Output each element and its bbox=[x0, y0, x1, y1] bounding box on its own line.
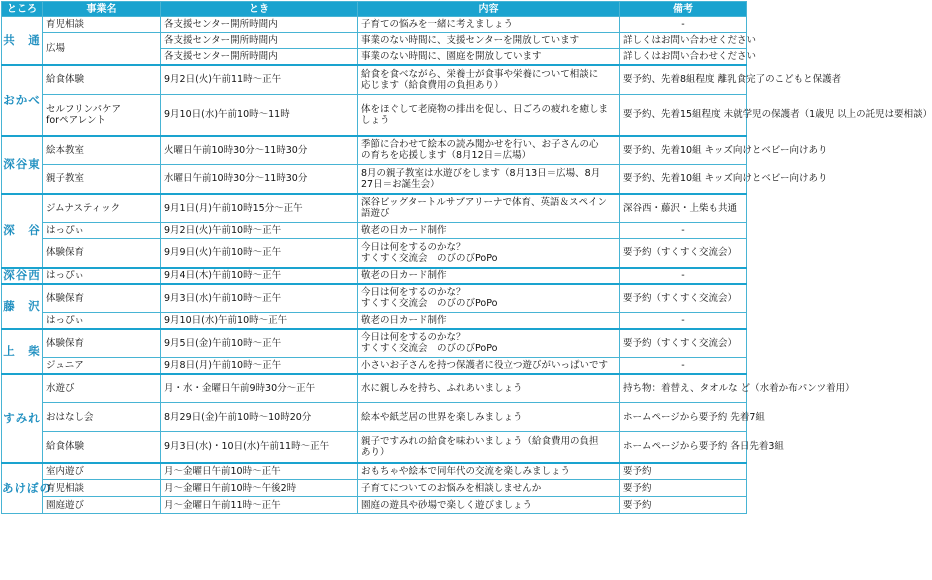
content-cell: 今日は何をするのかな？ すくすく交流会 のびのびPoPo bbox=[358, 329, 620, 358]
notes-cell: - bbox=[620, 358, 747, 374]
event-cell: 室内遊び bbox=[43, 463, 161, 480]
table-row bbox=[2, 223, 747, 239]
time-cell: 9月9日(火)午前10時～正午 bbox=[161, 239, 358, 268]
table-row bbox=[2, 268, 747, 284]
content-cell: 園庭の遊具や砂場で楽しく遊びましょう bbox=[358, 497, 620, 514]
table-row bbox=[2, 403, 747, 432]
notes-cell: ホームページから要予約 先着7組 bbox=[620, 403, 747, 432]
content-cell: 子育ての悩みを一緒に考えましょう bbox=[358, 17, 620, 33]
event-cell: 育児相談 bbox=[43, 480, 161, 497]
time-cell: 月・水・金曜日午前9時30分～正午 bbox=[161, 374, 358, 403]
notes-cell: 要予約 bbox=[620, 463, 747, 480]
table-row bbox=[2, 463, 747, 480]
event-cell: はっぴぃ bbox=[43, 223, 161, 239]
table-row bbox=[2, 17, 747, 33]
content-cell: 敬老の日カード制作 bbox=[358, 268, 620, 284]
content-cell: 絵本や紙芝居の世界を楽しみましょう bbox=[358, 403, 620, 432]
table-row bbox=[2, 194, 747, 223]
time-cell: 8月29日(金)午前10時～10時20分 bbox=[161, 403, 358, 432]
event-cell: 絵本教室 bbox=[43, 136, 161, 165]
content-cell: 季節に合わせて絵本の読み聞かせを行い、お子さんの心 の育ちを応援します（8月12日＝広場） bbox=[358, 136, 620, 165]
content-cell: 事業のない時間に、支援センターを開放しています bbox=[358, 33, 620, 49]
time-cell: 各支援センター開所時間内 bbox=[161, 33, 358, 49]
notes-cell: 持ち物：着替え、タオルな ど（水着か布パンツ着用） bbox=[620, 374, 747, 403]
notes-cell: - bbox=[620, 313, 747, 329]
place-akebono: あけぼの bbox=[2, 463, 43, 514]
content-cell: 水に親しみを持ち、ふれあいましょう bbox=[358, 374, 620, 403]
table-row bbox=[2, 239, 747, 268]
notes-cell: 要予約（すくすく交流会） bbox=[620, 329, 747, 358]
table-row bbox=[2, 313, 747, 329]
place-fukayahigashi: 深谷東 bbox=[2, 136, 43, 194]
table-row bbox=[2, 480, 747, 497]
table-row bbox=[2, 165, 747, 194]
event-cell: 給食体験 bbox=[43, 65, 161, 95]
place-okabe: おかべ bbox=[2, 65, 43, 136]
notes-cell: - bbox=[620, 223, 747, 239]
place-fukayanishi: 深谷西 bbox=[3, 268, 41, 282]
time-cell: 9月2日(火)午前11時～正午 bbox=[161, 65, 358, 95]
header-time: とき bbox=[161, 2, 358, 17]
header-event: 事業名 bbox=[43, 2, 161, 17]
event-cell: ジムナスティック bbox=[43, 194, 161, 223]
time-cell: 9月10日(水)午前10時～11時 bbox=[161, 95, 358, 136]
place-sumire: すみれ bbox=[2, 374, 43, 463]
notes-cell: 要予約、先着10組 キッズ向けとベビー向けあり bbox=[620, 165, 747, 194]
time-cell: 9月8日(月)午前10時～正午 bbox=[161, 358, 358, 374]
event-cell: 広場 bbox=[43, 33, 161, 65]
notes-cell: 要予約、先着15組程度 未就学児の保護者（1歳児 以上の託児は要相談） bbox=[620, 95, 747, 136]
place-kyotsu: 共 通 bbox=[2, 17, 43, 65]
content-cell: 小さいお子さんを持つ保護者に役立つ遊びがいっぱいです bbox=[358, 358, 620, 374]
time-cell: 9月3日(水)・10日(水)午前11時～正午 bbox=[161, 432, 358, 463]
event-cell: 親子教室 bbox=[43, 165, 161, 194]
table-row bbox=[2, 33, 747, 49]
content-cell: 今日は何をするのかな？ すくすく交流会 のびのびPoPo bbox=[358, 284, 620, 313]
table-row bbox=[2, 65, 747, 95]
event-cell: 給食体験 bbox=[43, 432, 161, 463]
event-cell: 体験保育 bbox=[43, 329, 161, 358]
header-row bbox=[2, 2, 747, 17]
time-cell: 月～金曜日午前10時～午後2時 bbox=[161, 480, 358, 497]
notes-cell: 要予約（すくすく交流会） bbox=[620, 239, 747, 268]
event-cell: 園庭遊び bbox=[43, 497, 161, 514]
notes-cell: - bbox=[620, 268, 747, 284]
content-cell: 敬老の日カード制作 bbox=[358, 223, 620, 239]
event-cell: 水遊び bbox=[43, 374, 161, 403]
content-cell: 敬老の日カード制作 bbox=[358, 313, 620, 329]
content-cell: 深谷ビッグタートルサブアリーナで体育、英語＆スペイン 語遊び bbox=[358, 194, 620, 223]
notes-cell: 要予約（すくすく交流会） bbox=[620, 284, 747, 313]
time-cell: 9月5日(金)午前10時～正午 bbox=[161, 329, 358, 358]
notes-cell: 要予約 bbox=[620, 480, 747, 497]
time-cell: 9月4日(木)午前10時～正午 bbox=[161, 268, 358, 284]
content-cell: 親子ですみれの給食を味わいましょう（給食費用の負担 あり） bbox=[358, 432, 620, 463]
table-row bbox=[2, 374, 747, 403]
time-cell: 月～金曜日午前11時～正午 bbox=[161, 497, 358, 514]
notes-cell: - bbox=[620, 17, 747, 33]
notes-cell: 深谷西・藤沢・上柴も共通 bbox=[620, 194, 747, 223]
notes-cell: 詳しくはお問い合わせください bbox=[620, 49, 747, 65]
notes-cell: 要予約、先着8組程度 離乳食完了のこどもと保護者 bbox=[620, 65, 747, 95]
notes-cell: 要予約 bbox=[620, 497, 747, 514]
table-row bbox=[2, 136, 747, 165]
time-cell: 9月1日(月)午前10時15分～正午 bbox=[161, 194, 358, 223]
table-row bbox=[2, 432, 747, 463]
content-cell: 給食を食べながら、栄養士が食事や栄養について相談に 応じます（給食費用の負担あり） bbox=[358, 65, 620, 95]
content-cell: 8月の親子教室は水遊びをします（8月13日＝広場、8月 27日＝お誕生会） bbox=[358, 165, 620, 194]
time-cell: 火曜日午前10時30分～11時30分 bbox=[161, 136, 358, 165]
event-cell: 育児相談 bbox=[43, 17, 161, 33]
table-row bbox=[2, 95, 747, 136]
place-fukaya: 深 谷 bbox=[2, 194, 43, 268]
content-cell: 体をほぐして老廃物の排出を促し、日ごろの疲れを癒しま しょう bbox=[358, 95, 620, 136]
header-notes: 備考 bbox=[620, 2, 747, 17]
time-cell: 9月2日(火)午前10時～正午 bbox=[161, 223, 358, 239]
notes-cell: 詳しくはお問い合わせください bbox=[620, 33, 747, 49]
content-cell: 事業のない時間に、園庭を開放しています bbox=[358, 49, 620, 65]
table-row bbox=[2, 329, 747, 358]
event-cell: 体験保育 bbox=[43, 284, 161, 313]
event-cell: セルフリンパケア forペアレント bbox=[43, 95, 161, 136]
content-cell: 今日は何をするのかな？ すくすく交流会 のびのびPoPo bbox=[358, 239, 620, 268]
time-cell: 9月10日(水)午前10時～正午 bbox=[161, 313, 358, 329]
content-cell: 子育てについてのお悩みを相談しませんか bbox=[358, 480, 620, 497]
table-row bbox=[2, 358, 747, 374]
table-row bbox=[2, 497, 747, 514]
time-cell: 各支援センター開所時間内 bbox=[161, 17, 358, 33]
content-cell: おもちゃや絵本で同年代の交流を楽しみましょう bbox=[358, 463, 620, 480]
time-cell: 水曜日午前10時30分～11時30分 bbox=[161, 165, 358, 194]
notes-cell: 要予約、先着10組 キッズ向けとベビー向けあり bbox=[620, 136, 747, 165]
header-content: 内容 bbox=[358, 2, 620, 17]
event-cell: はっぴぃ bbox=[43, 313, 161, 329]
place-fujisawa: 藤 沢 bbox=[2, 284, 43, 329]
notes-cell: ホームページから要予約 各日先着3組 bbox=[620, 432, 747, 463]
event-cell: ジュニア bbox=[43, 358, 161, 374]
time-cell: 月～金曜日午前10時～正午 bbox=[161, 463, 358, 480]
time-cell: 各支援センター開所時間内 bbox=[161, 49, 358, 65]
event-cell: はっぴぃ bbox=[43, 268, 161, 284]
event-cell: 体験保育 bbox=[43, 239, 161, 268]
header-place: ところ bbox=[2, 2, 43, 17]
place-kamishiba: 上 柴 bbox=[2, 329, 43, 374]
event-cell: おはなし会 bbox=[43, 403, 161, 432]
schedule-table bbox=[1, 1, 932, 514]
time-cell: 9月3日(水)午前10時～正午 bbox=[161, 284, 358, 313]
table-row bbox=[2, 284, 747, 313]
